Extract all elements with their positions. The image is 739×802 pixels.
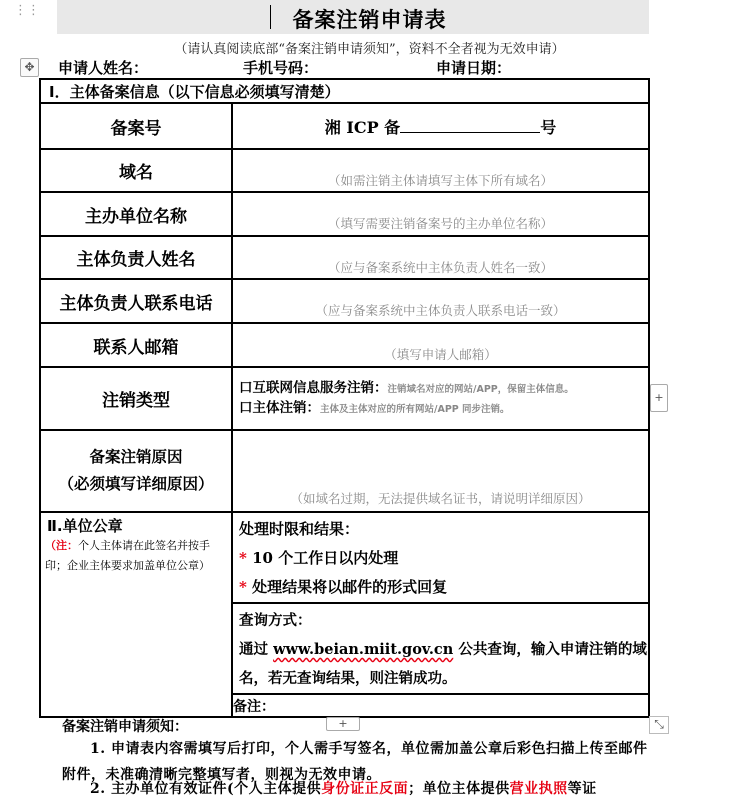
field-label: 联系人邮箱 [40, 323, 232, 367]
instruction-note: （请认真阅读底部“备案注销申请须知”，资料不全者视为无效申请） [174, 42, 565, 57]
notice-title: 备案注销申请须知： [62, 719, 188, 735]
process-item: * 处理结果将以邮件的形式回复 [239, 578, 448, 596]
field-label: 备案号 [40, 103, 232, 149]
field-label: 主体负责人姓名 [40, 236, 232, 279]
organizer-field[interactable]: （填写需要注销备案号的主办单位名称） [232, 192, 649, 236]
field-label: 注销类型 [40, 367, 232, 430]
seal-cell[interactable] [40, 512, 232, 717]
add-column-button[interactable]: + [650, 384, 668, 412]
phone-label: 手机号码： [243, 59, 319, 77]
reason-label: 备案注销原因 （必须填写详细原因） [40, 430, 232, 512]
process-title: 处理时限和结果： [239, 520, 360, 538]
query-cell [232, 603, 649, 694]
table-row [40, 367, 649, 430]
beian-link[interactable]: www.beian.miit.gov.cn [273, 641, 454, 658]
section1-header: Ⅰ．主体备案信息（以下信息必须填写清楚） [40, 79, 649, 103]
table-row [40, 149, 649, 192]
domain-field[interactable]: （如需注销主体请填写主体下所有域名） [232, 149, 649, 192]
icp-prefix: 湘 ICP 备 [324, 117, 401, 137]
table-row [40, 103, 649, 149]
text-cursor [270, 5, 271, 29]
table-row [40, 430, 649, 512]
application-form-table [39, 78, 650, 718]
reason-field[interactable]: （如域名过期，无法提供域名证书，请说明详细原因） [232, 430, 649, 512]
cancel-option-internet[interactable]: 口互联网信息服务注销：注销域名对应的网站/APP，保留主体信息。 [239, 379, 574, 396]
applicant-name-label: 申请人姓名： [58, 59, 149, 77]
notice-item-1: 1. 申请表内容需填写后打印，个人需手写签名，单位需加盖公章后彩色扫描上传至邮件附件，未准确清晰完整填写者，则视为无效申请。 [62, 741, 648, 783]
table-move-icon[interactable]: ✥ [20, 58, 39, 77]
process-cell [232, 512, 649, 603]
icp-suffix: 号 [540, 117, 557, 137]
icp-blank[interactable] [400, 118, 540, 133]
table-row [40, 323, 649, 367]
process-item: * 10 个工作日以内处理 [239, 549, 399, 567]
notice-item-2: 2. 主办单位有效证件(个人主体提供身份证正反面；单位主体提供营业执照等证 [90, 781, 597, 797]
seal-note: （注：个人主体请在此签名并按手印；企业主体要求加盖单位公章） [45, 539, 210, 572]
icp-number-field[interactable] [232, 103, 649, 149]
table-row [40, 279, 649, 323]
cancel-type-cell [232, 367, 649, 430]
field-label: 主体负责人联系电话 [40, 279, 232, 323]
resize-handle-icon[interactable]: ⤡ [649, 716, 669, 734]
query-title: 查询方式： [239, 612, 312, 629]
table-row [40, 512, 649, 603]
add-row-button[interactable]: + [326, 717, 360, 731]
table-row [40, 192, 649, 236]
contact-email-field[interactable]: （填写申请人邮箱） [232, 323, 649, 367]
field-label: 域名 [40, 149, 232, 192]
drag-handle-icon[interactable]: ⋮⋮ [14, 3, 40, 18]
table-row [40, 236, 649, 279]
seal-title: Ⅱ.单位公章 [47, 517, 123, 535]
page-title: 备案注销申请表 [292, 8, 447, 32]
field-label: 主办单位名称 [40, 192, 232, 236]
principal-name-field[interactable]: （应与备案系统中主体负责人姓名一致） [232, 236, 649, 279]
date-label: 申请日期： [436, 59, 512, 77]
principal-phone-field[interactable]: （应与备案系统中主体负责人联系电话一致） [232, 279, 649, 323]
remark-field[interactable]: 备注： [232, 694, 649, 717]
query-text: 通过 www.beian.miit.gov.cn 公共查询，输入申请注销的域名，若无查询结果，则注销成功。 [239, 641, 647, 687]
cancel-option-entity[interactable]: 口主体注销：主体及主体对应的所有网站/APP 同步注销。 [239, 399, 510, 416]
